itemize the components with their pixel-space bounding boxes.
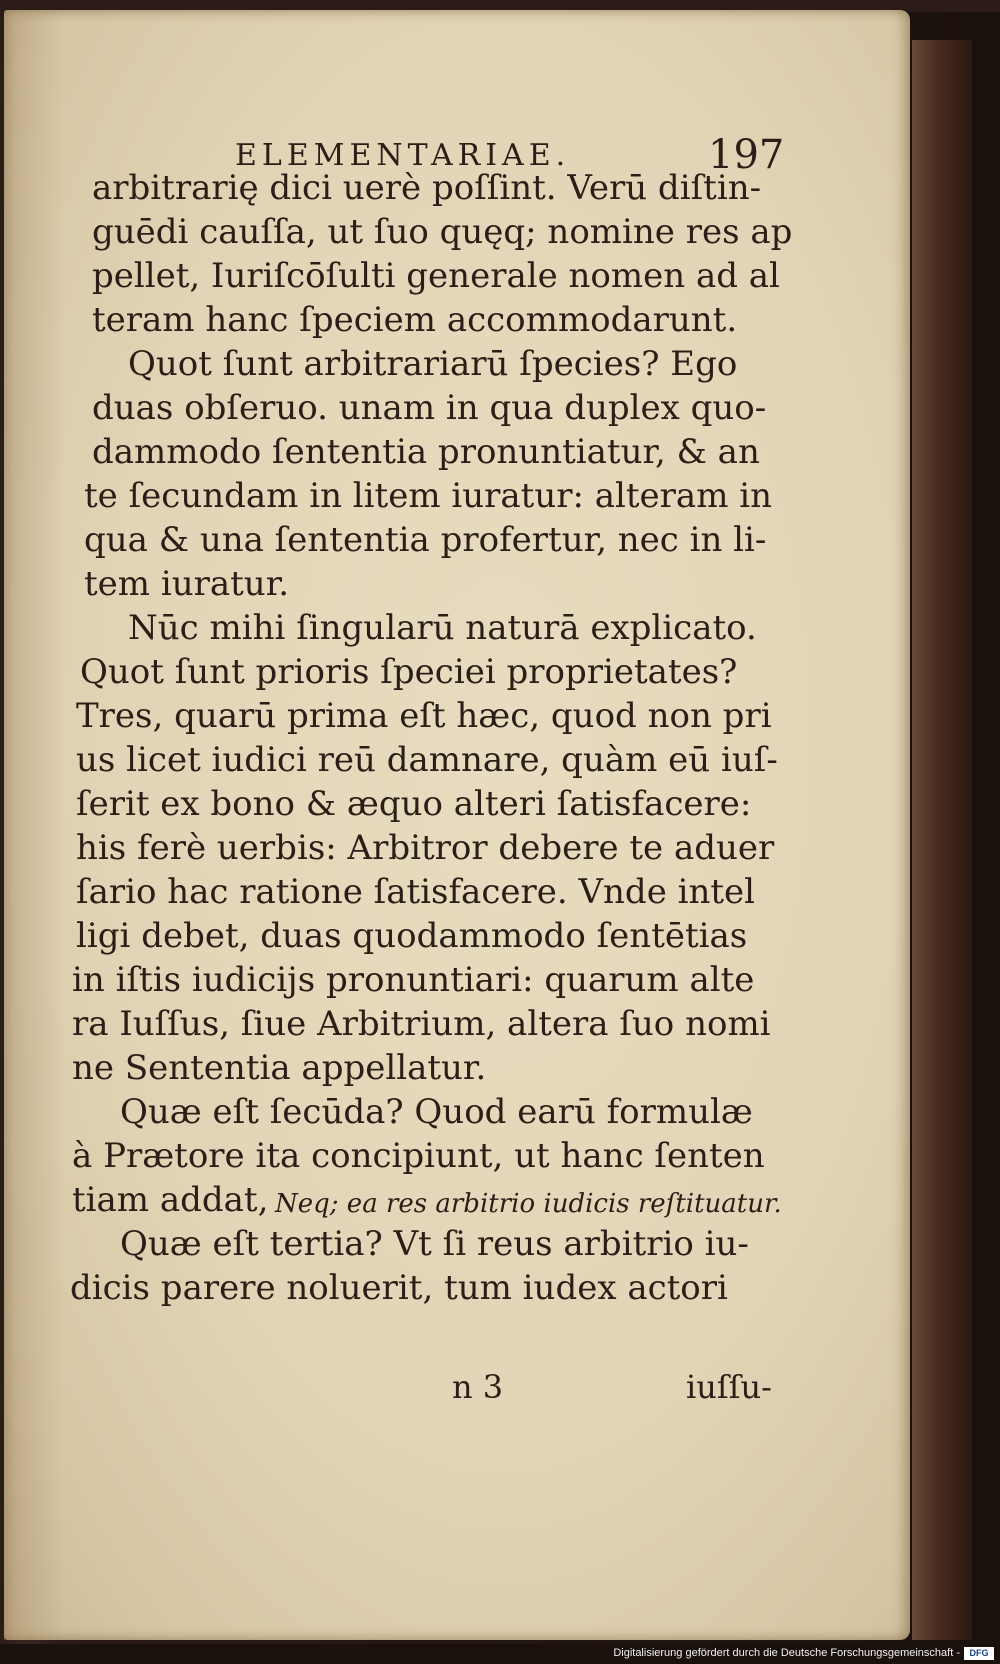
text-line: ra Iuſſus, ſiue Arbitrium, altera ſuo nomi	[72, 1004, 771, 1044]
text-line: tiam addat,	[72, 1180, 269, 1220]
text-line: duas obſeruo. unam in qua duplex quo-	[92, 388, 767, 428]
page-edge	[912, 40, 972, 1640]
text-line: us licet iudici reū damnare, quàm eū iuſ-	[76, 740, 778, 780]
text-line: qua & una ſententia profertur, nec in li-	[84, 520, 767, 560]
digitization-credit: Digitalisierung gefördert durch die Deutsche Forschungsgemeinschaft -	[613, 1647, 960, 1659]
italic-phrase: Neq; ea res arbitrio iudicis reſtituatur.	[275, 1189, 782, 1219]
text-line: Tres, quarū prima eſt hæc, quod non pri	[76, 696, 772, 736]
text-line: Quæ eſt tertia? Vt ſi reus arbitrio iu-	[120, 1224, 749, 1264]
text-line: à Prætore ita concipiunt, ut hanc ſenten	[72, 1136, 765, 1176]
running-head: ELEMENTARIAE.	[235, 138, 571, 173]
dfg-logo: DFG	[964, 1647, 994, 1660]
text-line: Quot ſunt prioris ſpeciei proprietates?	[80, 652, 738, 692]
text-line: Nūc mihi ſingularū naturā explicato.	[128, 608, 757, 648]
text-line: pellet, Iuriſcōſulti generale nomen ad al	[92, 256, 780, 296]
text-line: guēdi cauſſa, ut ſuo quęq; nomine res ap	[92, 212, 793, 252]
text-line: Quot ſunt arbitrariarū ſpecies? Ego	[128, 344, 738, 384]
page-number: 197	[708, 132, 785, 178]
text-line: teram hanc ſpeciem accommodarunt.	[92, 300, 738, 340]
text-line: arbitrarię dici uerè poſſint. Verū diſtin-	[92, 168, 762, 208]
text-line: te ſecundam in litem iuratur: alteram in	[84, 476, 773, 516]
text-line: ligi debet, duas quodammodo ſentētias	[76, 916, 748, 956]
text-line: in iſtis iudicijs pronuntiari: quarum alte	[72, 960, 755, 1000]
text-line: ſerit ex bono & æquo alteri ſatisfacere:	[76, 784, 752, 824]
text-line: tem iuratur.	[84, 564, 290, 604]
text-line: Quæ eſt ſecūda? Quod earū formulæ	[120, 1092, 753, 1132]
text-line: ne Sententia appellatur.	[72, 1048, 487, 1088]
signature-mark: n 3	[452, 1368, 504, 1406]
catchword: iuſſu-	[686, 1368, 772, 1406]
text-line: his ferè uerbis: Arbitror debere te aduer	[76, 828, 775, 868]
text-line: dicis parere noluerit, tum iudex actori	[70, 1268, 728, 1308]
text-line: ſario hac ratione ſatisfacere. Vnde intel	[76, 872, 756, 912]
text-line: dammodo ſententia pronuntiatur, & an	[92, 432, 760, 472]
